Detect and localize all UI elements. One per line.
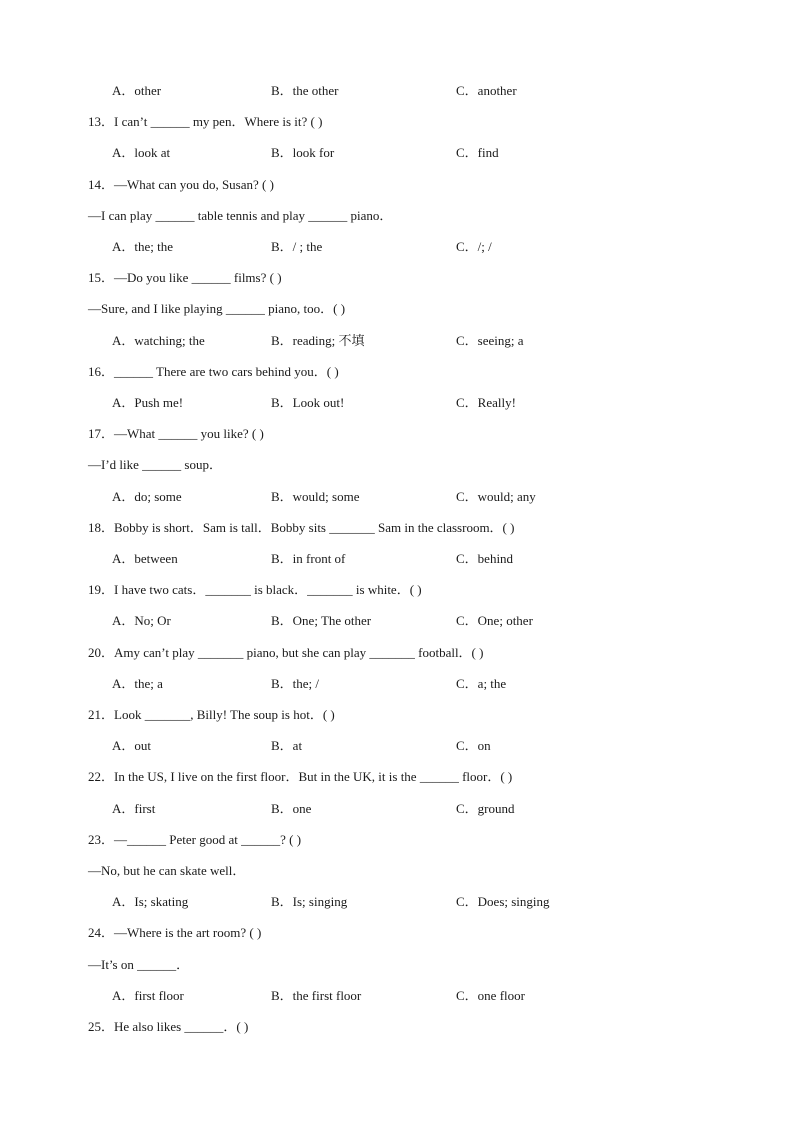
answer-options-row: [0, 81, 794, 101]
answer-options-row: [0, 611, 794, 631]
option-c: C．seeing; a: [456, 333, 524, 348]
option-c: C．behind: [456, 551, 514, 566]
dialogue-line: —I can play ______ table tennis and play ______ piano．: [88, 208, 393, 223]
option-c: C．/; /: [456, 239, 492, 254]
dialogue-line: —I’d like ______ soup．: [88, 457, 222, 472]
option-c: C．would; any: [456, 489, 536, 504]
option-b: B．/ ; the: [271, 239, 323, 254]
option-c: C．one floor: [456, 988, 525, 1003]
answer-options-row: [0, 799, 794, 819]
option-c: C．find: [456, 145, 499, 160]
option-b: B．Look out!: [271, 395, 345, 410]
answer-options-row: [0, 143, 794, 163]
question-stem: 19．I have two cats．_______ is black．_______ is white．( ): [88, 582, 422, 597]
option-c: C．another: [456, 83, 517, 98]
answer-options-row: [0, 892, 794, 912]
option-c: C．Does; singing: [456, 894, 550, 909]
option-b: B．in front of: [271, 551, 346, 566]
option-a: A．other: [112, 83, 162, 98]
option-a: A．between: [112, 551, 178, 566]
option-b: B．Is; singing: [271, 894, 348, 909]
answer-options-row: [0, 331, 794, 351]
answer-options-row: [0, 237, 794, 257]
question-stem: 21．Look _______, Billy! The soup is hot．( ): [88, 707, 335, 722]
option-b: B．the other: [271, 83, 339, 98]
option-b: B．One; The other: [271, 613, 372, 628]
option-b: B．at: [271, 738, 303, 753]
question-stem: 14．—What can you do, Susan? ( ): [88, 177, 274, 192]
question-stem: 13．I can’t ______ my pen．Where is it? ( ): [88, 114, 323, 129]
option-a: A．the; the: [112, 239, 174, 254]
answer-options-row: [0, 986, 794, 1006]
option-a: A．No; Or: [112, 613, 171, 628]
option-b: B．reading; 不填: [271, 333, 365, 348]
option-c: C．One; other: [456, 613, 533, 628]
option-a: A．out: [112, 738, 152, 753]
dialogue-line: —It’s on ______．: [88, 957, 190, 972]
option-a: A．Is; skating: [112, 894, 189, 909]
option-c: C．a; the: [456, 676, 507, 691]
option-b: B．one: [271, 801, 312, 816]
answer-options-row: [0, 487, 794, 507]
question-stem: 16．______ There are two cars behind you．( ): [88, 364, 339, 379]
question-stem: 24．—Where is the art room? ( ): [88, 925, 262, 940]
answer-options-row: [0, 736, 794, 756]
option-c: C．on: [456, 738, 491, 753]
question-stem: 25．He also likes ______．( ): [88, 1019, 249, 1034]
option-a: A．watching; the: [112, 333, 205, 348]
dialogue-line: —No, but he can skate well．: [88, 863, 246, 878]
option-a: A．first: [112, 801, 156, 816]
option-b: B．the first floor: [271, 988, 362, 1003]
option-a: A．first floor: [112, 988, 184, 1003]
option-a: A．Push me!: [112, 395, 184, 410]
option-b: B．look for: [271, 145, 335, 160]
question-stem: 23．—______ Peter good at ______? ( ): [88, 832, 302, 847]
answer-options-row: [0, 549, 794, 569]
option-c: C．ground: [456, 801, 515, 816]
option-b: B．the; /: [271, 676, 320, 691]
option-a: A．the; a: [112, 676, 163, 691]
question-stem: 15．—Do you like ______ films? ( ): [88, 270, 282, 285]
question-stem: 20．Amy can’t play _______ piano, but she can play _______ football．( ): [88, 645, 484, 660]
dialogue-line: —Sure, and I like playing ______ piano, too．( ): [88, 301, 346, 316]
answer-options-row: [0, 674, 794, 694]
question-stem: 18．Bobby is short．Sam is tall．Bobby sits _______ Sam in the classroom．( ): [88, 520, 515, 535]
option-c: C．Really!: [456, 395, 516, 410]
option-a: A．do; some: [112, 489, 182, 504]
option-a: A．look at: [112, 145, 171, 160]
option-b: B．would; some: [271, 489, 360, 504]
question-stem: 22．In the US, I live on the first floor．But in the UK, it is the ______ floor．( ): [88, 769, 513, 784]
question-stem: 17．—What ______ you like? ( ): [88, 426, 264, 441]
answer-options-row: [0, 393, 794, 413]
